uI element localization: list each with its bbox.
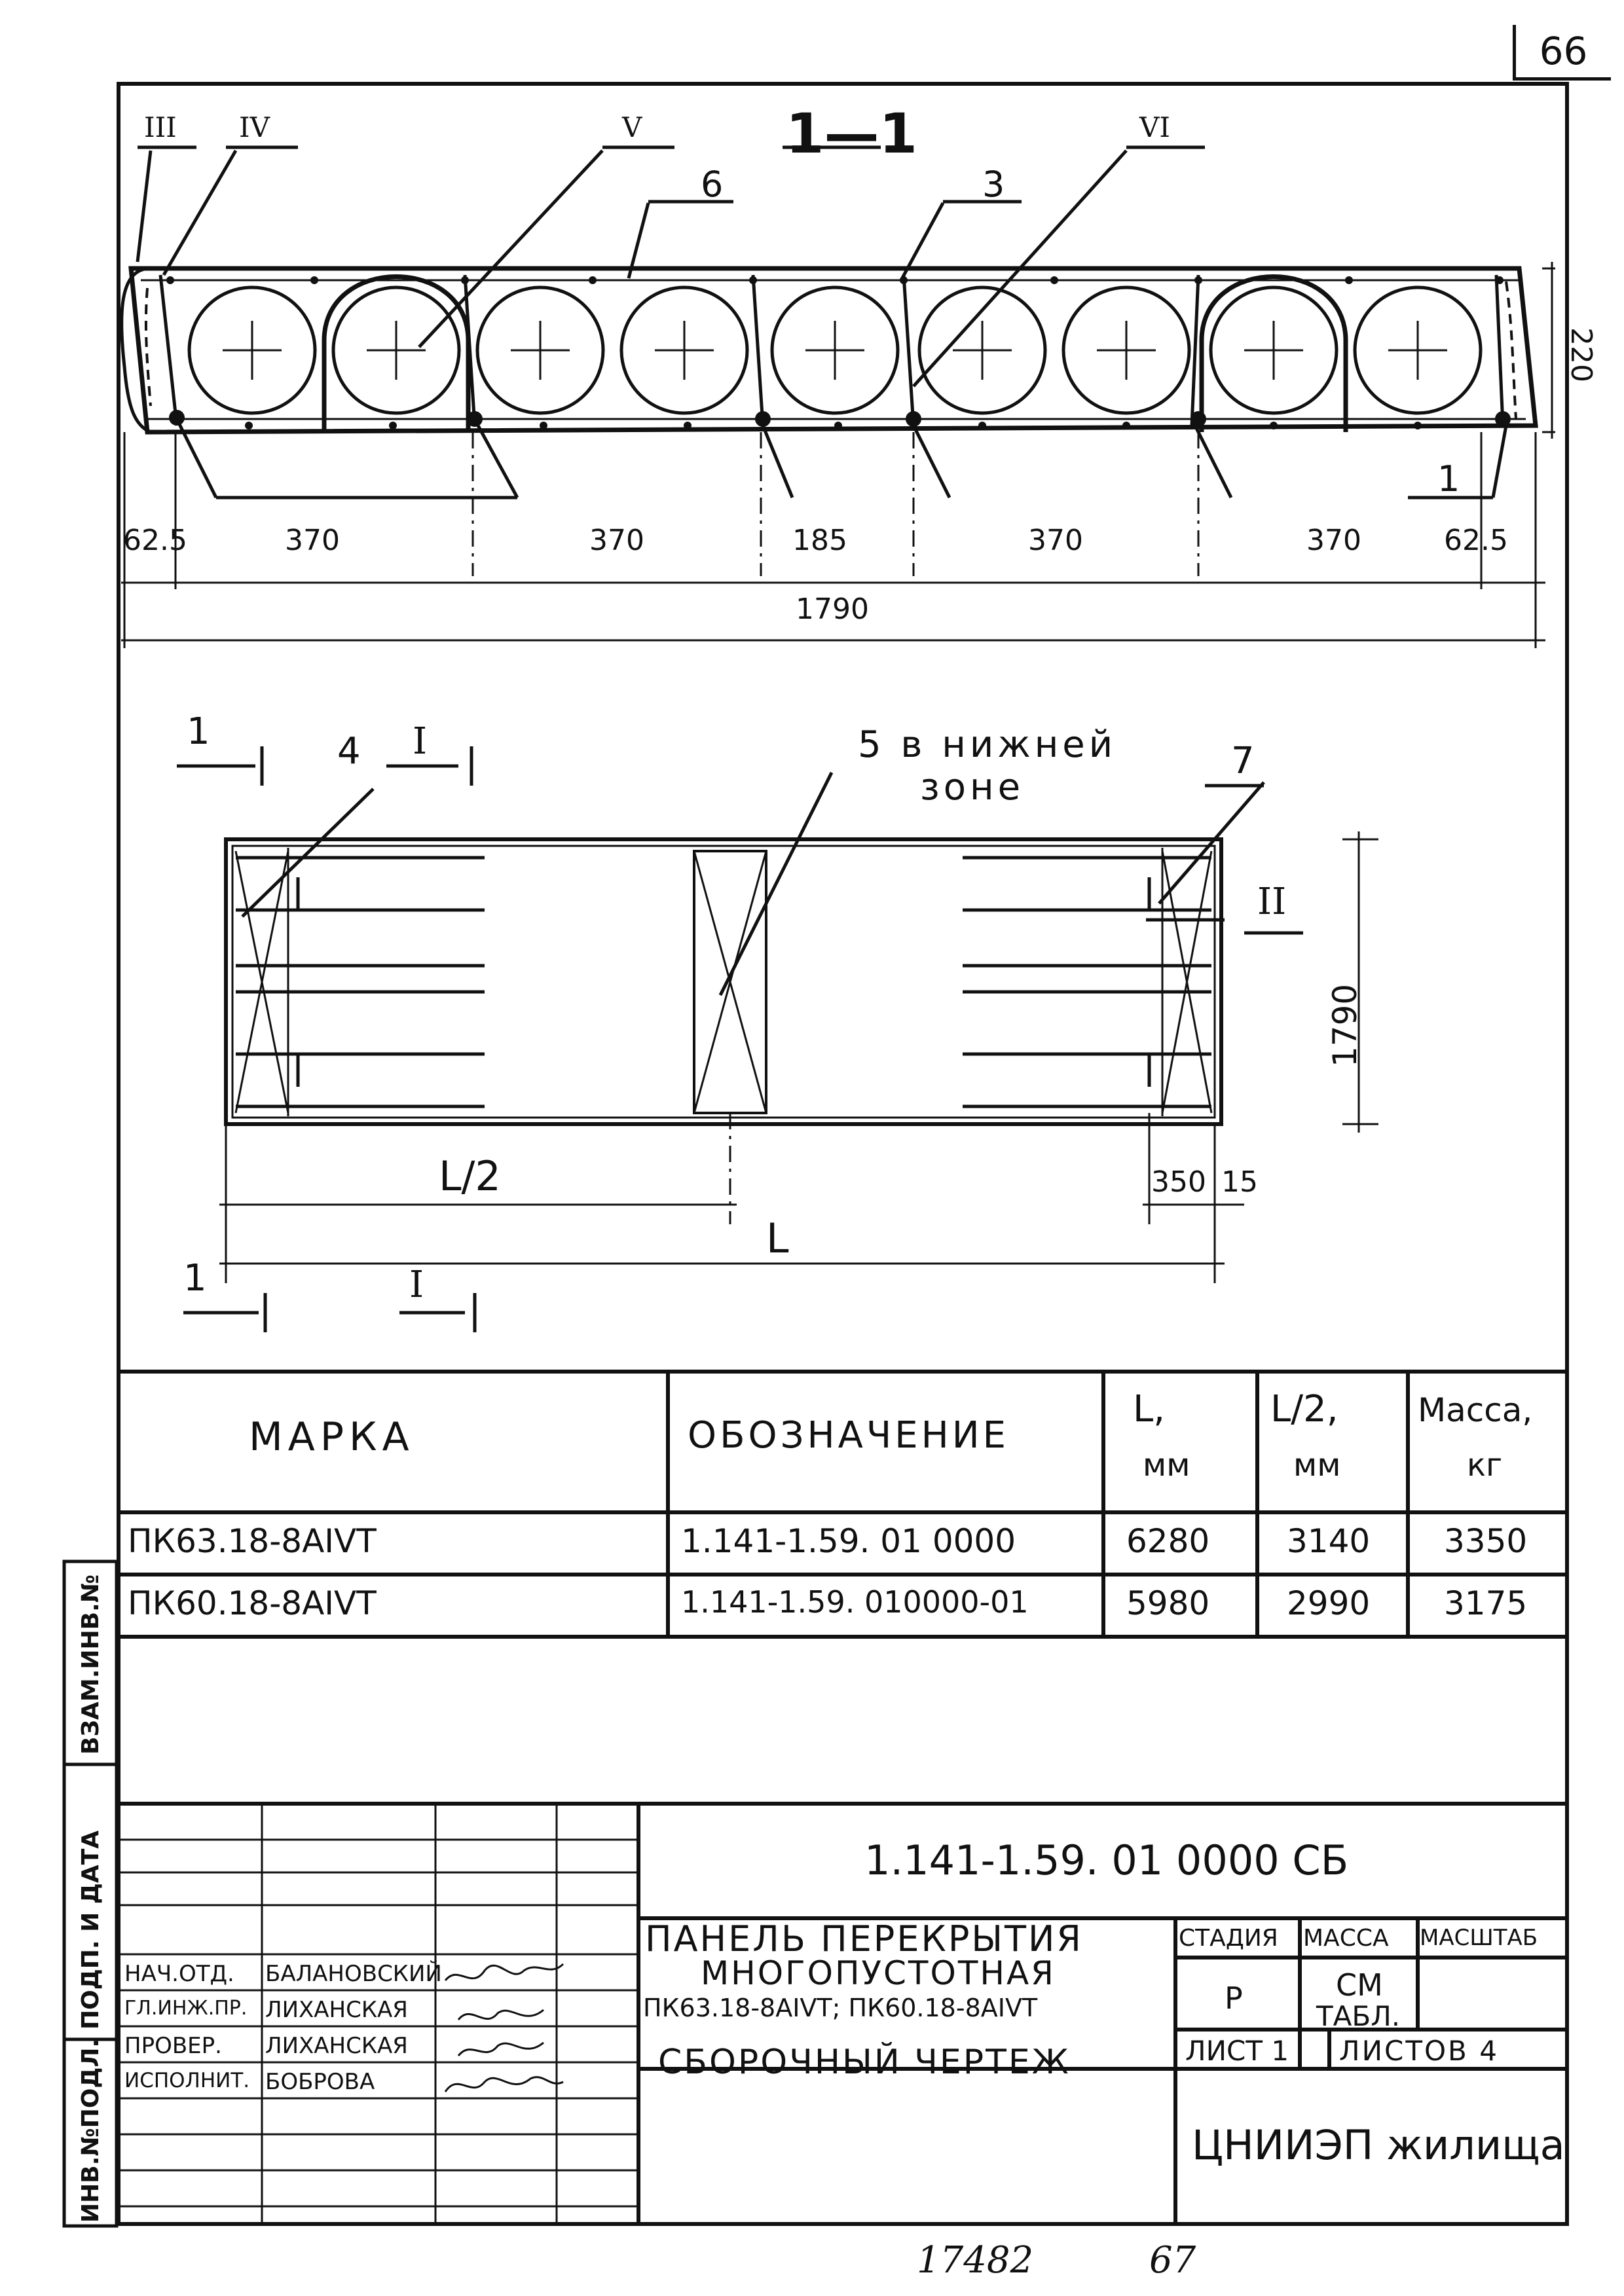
rebar-dot bbox=[1414, 422, 1422, 429]
dim-62-5-right: 62.5 bbox=[1444, 524, 1508, 557]
spec-header-mass-unit: кг bbox=[1467, 1447, 1503, 1484]
rebar-dot bbox=[1122, 422, 1130, 429]
tb-stage-value: Р bbox=[1225, 1980, 1243, 2016]
rebar-dot bbox=[169, 410, 185, 426]
rebar-dot bbox=[1190, 411, 1206, 427]
callout-VI: VI bbox=[1139, 111, 1170, 143]
spec-row2-L: 5980 bbox=[1126, 1584, 1210, 1622]
tb-title-l4: СБОРОЧНЫЙ ЧЕРТЕЖ bbox=[658, 2043, 1071, 2082]
rebar-dot bbox=[389, 422, 397, 429]
spec-header-mass: Масса, bbox=[1418, 1391, 1533, 1429]
tb-person-role-2: ГЛ.ИНЖ.ПР. bbox=[124, 1997, 248, 2020]
plan-cut-1-top: 1 bbox=[187, 710, 210, 753]
spec-header-mark: МАРКА bbox=[249, 1414, 415, 1460]
dim-370-d: 370 bbox=[1306, 524, 1361, 557]
sidebar-sign-date: ПОДП. И ДАТА bbox=[77, 1830, 104, 2030]
footer-right: 67 bbox=[1149, 2239, 1196, 2282]
tb-organization: ЦНИИЭП жилища bbox=[1192, 2121, 1565, 2169]
spec-row1-designation: 1.141-1.59. 01 0000 bbox=[681, 1522, 1016, 1560]
rebar-dot bbox=[1050, 276, 1058, 284]
plan-dim-15: 15 bbox=[1221, 1165, 1258, 1199]
dim-370-c: 370 bbox=[1028, 524, 1083, 557]
plan-cut-1-bottom: 1 bbox=[183, 1257, 207, 1300]
rebar-dot bbox=[978, 422, 986, 429]
callout-V: V bbox=[622, 111, 642, 143]
dim-total: 1790 bbox=[796, 592, 869, 626]
rebar-dot bbox=[684, 422, 692, 429]
rebar-dot bbox=[467, 411, 483, 427]
callout-IV: IV bbox=[239, 111, 270, 143]
rebar-dot bbox=[166, 276, 174, 284]
tb-title-l3: ПК63.18-8АIVТ; ПК60.18-8АIVТ bbox=[643, 1994, 1038, 2022]
tb-col-stage: СТАДИЯ bbox=[1179, 1925, 1278, 1952]
rebar-dot bbox=[900, 276, 908, 284]
sidebar-inv-original: ИНВ.№ПОДЛ. bbox=[77, 2038, 104, 2223]
spec-row2-L2: 2990 bbox=[1287, 1584, 1371, 1622]
spec-row1-mass: 3350 bbox=[1444, 1522, 1528, 1560]
tb-code: 1.141-1.59. 01 0000 СБ bbox=[864, 1836, 1349, 1884]
sidebar-replace-inv: ВЗАМ.ИНВ.№ bbox=[77, 1574, 104, 1755]
plan-length: L bbox=[766, 1214, 789, 1262]
tb-sheet: ЛИСТ 1 bbox=[1185, 2035, 1289, 2067]
spec-header-L2: L/2, bbox=[1270, 1388, 1338, 1430]
dim-370-b: 370 bbox=[589, 524, 644, 557]
tb-person-role-3: ПРОВЕР. bbox=[124, 2033, 222, 2059]
spec-row1-L: 6280 bbox=[1126, 1522, 1210, 1560]
spec-header-L2-unit: мм bbox=[1293, 1447, 1341, 1484]
tb-person-name-2: ЛИХАНСКАЯ bbox=[265, 1997, 408, 2023]
plan-half-length: L/2 bbox=[439, 1152, 501, 1200]
tb-title-l1: ПАНЕЛЬ ПЕРЕКРЫТИЯ bbox=[645, 1918, 1083, 1959]
rebar-dot bbox=[310, 276, 318, 284]
rebar-dot bbox=[1194, 276, 1202, 284]
dim-185: 185 bbox=[792, 524, 847, 557]
tb-title-l2: МНОГОПУСТОТНАЯ bbox=[701, 1954, 1056, 1992]
rebar-dot bbox=[1496, 276, 1504, 284]
tb-col-scale: МАСШТАБ bbox=[1420, 1925, 1538, 1951]
sheet-number: 66 bbox=[1513, 25, 1611, 81]
spec-header-L-unit: мм bbox=[1143, 1447, 1190, 1484]
plan-label-5-line2: зоне bbox=[920, 766, 1025, 809]
tb-sheets: ЛИСТОВ 4 bbox=[1339, 2035, 1499, 2067]
rebar-dot bbox=[589, 276, 597, 284]
plan-width-dim: 1790 bbox=[1326, 983, 1364, 1067]
rebar-dot bbox=[906, 411, 921, 427]
rebar-dot bbox=[755, 411, 771, 427]
tb-mass-value-l2: ТАБЛ. bbox=[1316, 2000, 1401, 2032]
tb-person-role-4: ИСПОЛНИТ. bbox=[124, 2069, 250, 2092]
tb-person-role-1: НАЧ.ОТД. bbox=[124, 1961, 234, 1987]
label-3: 3 bbox=[982, 164, 1005, 205]
rebar-dot bbox=[834, 422, 842, 429]
spec-row2-mark: ПК60.18-8АIVТ bbox=[128, 1584, 377, 1622]
label-6: 6 bbox=[701, 164, 724, 205]
spec-header-L: L, bbox=[1133, 1388, 1165, 1430]
rebar-dot bbox=[540, 422, 547, 429]
dim-62-5-left: 62.5 bbox=[123, 524, 187, 557]
footer-left: 17482 bbox=[917, 2239, 1034, 2282]
rebar-dot bbox=[1345, 276, 1353, 284]
rebar-dot bbox=[461, 276, 469, 284]
plan-dim-350: 350 bbox=[1151, 1165, 1206, 1199]
plan-label-5-line1: 5 в нижней bbox=[858, 723, 1117, 766]
section-title: 1—1 bbox=[786, 101, 917, 166]
callout-III: III bbox=[144, 111, 177, 143]
label-1: 1 bbox=[1437, 458, 1460, 500]
spec-row1-mark: ПК63.18-8АIVТ bbox=[128, 1522, 377, 1560]
plan-label-4: 4 bbox=[337, 730, 361, 773]
tb-person-name-4: БОБРОВА bbox=[265, 2069, 375, 2095]
spec-header-designation: ОБОЗНАЧЕНИЕ bbox=[688, 1414, 1010, 1457]
plan-label-II: II bbox=[1257, 881, 1287, 923]
rebar-dot bbox=[749, 276, 757, 284]
spec-row2-mass: 3175 bbox=[1444, 1584, 1528, 1622]
spec-row2-designation: 1.141-1.59. 010000-01 bbox=[681, 1584, 1029, 1620]
tb-col-mass: МАССА bbox=[1303, 1925, 1389, 1952]
plan-label-7: 7 bbox=[1231, 740, 1255, 782]
tb-mass-value-l1: СМ bbox=[1336, 1967, 1383, 2003]
rebar-dot bbox=[245, 422, 253, 429]
rebar-dot bbox=[1270, 422, 1278, 429]
spec-row1-L2: 3140 bbox=[1287, 1522, 1371, 1560]
dim-370-a: 370 bbox=[285, 524, 340, 557]
rebar-dot bbox=[1495, 411, 1511, 427]
tb-person-name-3: ЛИХАНСКАЯ bbox=[265, 2033, 408, 2059]
plan-cut-I-bottom: I bbox=[409, 1264, 424, 1306]
tb-person-name-1: БАЛАНОВСКИЙ bbox=[265, 1961, 442, 1987]
height-dim: 220 bbox=[1564, 327, 1598, 382]
plan-cut-I-top: I bbox=[413, 720, 428, 763]
